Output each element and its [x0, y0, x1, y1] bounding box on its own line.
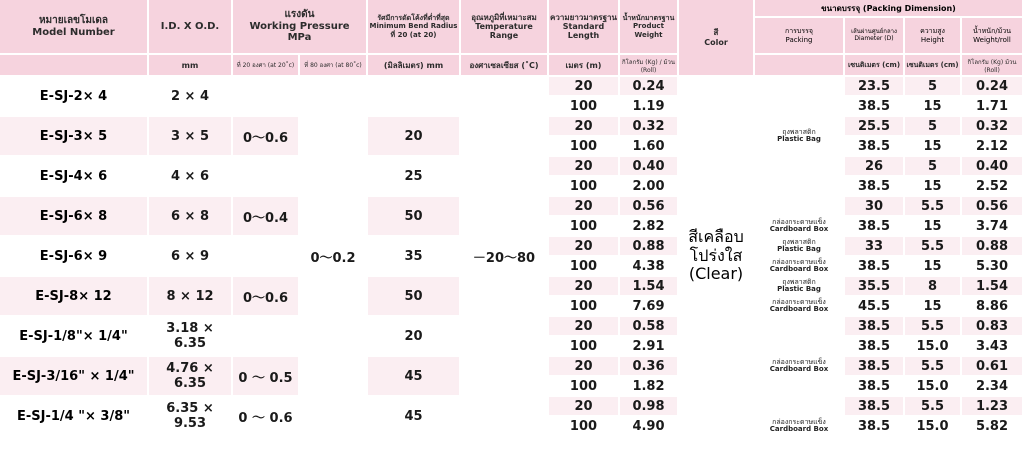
packing-cardboard-box: กล่องกระดาษแข็ง Cardboard Box — [755, 257, 845, 277]
header-pressure: แรงดัน Working Pressure MPa — [233, 0, 368, 55]
standard-length: 100 — [549, 297, 620, 317]
header-temperature: อุณหภูมิที่เหมาะสม Temperature Range — [461, 0, 549, 55]
unit-bend: (มิลลิเมตร) mm — [368, 55, 461, 77]
bend-radius: 25 — [368, 157, 461, 197]
bend-radius: 35 — [368, 237, 461, 277]
product-weight: 0.40 — [620, 157, 679, 177]
product-weight: 0.24 — [620, 77, 679, 97]
temp-blank-top — [461, 77, 549, 237]
unit-height: เซนติเมตร (cm) — [905, 55, 962, 77]
pressure-20-blank — [233, 237, 300, 277]
height: 15 — [905, 217, 962, 237]
height: 5.5 — [905, 197, 962, 217]
table-row — [0, 237, 1024, 257]
bend-radius: 45 — [368, 357, 461, 397]
height: 5.5 — [905, 357, 962, 377]
product-weight: 1.60 — [620, 137, 679, 157]
temp-blank-bottom — [461, 277, 549, 437]
weight-roll: 0.83 — [962, 317, 1024, 337]
id-od: 3 × 5 — [149, 117, 233, 157]
pressure-20: 0 ～ 0.5 — [233, 357, 300, 397]
product-weight: 4.38 — [620, 257, 679, 277]
diameter: 38.5 — [845, 177, 905, 197]
height: 15.0 — [905, 417, 962, 437]
diameter: 38.5 — [845, 97, 905, 117]
pressure-20-blank — [233, 157, 300, 197]
model-number: E-SJ-3/16" × 1/4" — [0, 357, 149, 397]
product-weight: 0.98 — [620, 397, 679, 417]
height: 15 — [905, 137, 962, 157]
header-id-od: I.D. X O.D. — [149, 0, 233, 55]
id-od: 6.35 × 9.53 — [149, 397, 233, 437]
header-model: หมายเลขโมเดล Model Number — [0, 0, 149, 55]
diameter: 38.5 — [845, 417, 905, 437]
standard-length: 100 — [549, 137, 620, 157]
diameter: 38.5 — [845, 377, 905, 397]
weight-roll: 0.32 — [962, 117, 1024, 137]
weight-roll: 0.56 — [962, 197, 1024, 217]
product-weight: 0.36 — [620, 357, 679, 377]
diameter: 38.5 — [845, 217, 905, 237]
product-weight: 0.88 — [620, 237, 679, 257]
model-number: E-SJ-8× 12 — [0, 277, 149, 317]
pressure-20-blank — [233, 317, 300, 357]
weight-roll: 1.54 — [962, 277, 1024, 297]
diameter: 38.5 — [845, 137, 905, 157]
standard-length: 20 — [549, 157, 620, 177]
model-number: E-SJ-3× 5 — [0, 117, 149, 157]
standard-length: 20 — [549, 117, 620, 137]
id-od: 6 × 8 — [149, 197, 233, 237]
weight-roll: 2.12 — [962, 137, 1024, 157]
standard-length: 20 — [549, 197, 620, 217]
diameter: 30 — [845, 197, 905, 217]
model-number: E-SJ-6× 9 — [0, 237, 149, 277]
packing-cardboard-box: กล่องกระดาษแข็ง Cardboard Box — [755, 417, 845, 437]
weight-roll: 0.40 — [962, 157, 1024, 177]
standard-length: 20 — [549, 237, 620, 257]
standard-length: 20 — [549, 317, 620, 337]
pressure-20: 0 ～ 0.6 — [233, 397, 300, 437]
diameter: 38.5 — [845, 357, 905, 377]
diameter: 25.5 — [845, 117, 905, 137]
weight-roll: 0.88 — [962, 237, 1024, 257]
product-weight: 0.56 — [620, 197, 679, 217]
id-od: 4.76 × 6.35 — [149, 357, 233, 397]
model-number: E-SJ-1/8"× 1/4" — [0, 317, 149, 357]
weight-roll: 1.23 — [962, 397, 1024, 417]
temperature-range: －20～80 — [461, 237, 549, 277]
unit-length: เมตร (m) — [549, 55, 620, 77]
standard-length: 20 — [549, 277, 620, 297]
id-od: 6 × 9 — [149, 237, 233, 277]
pressure-80-blank-top — [300, 77, 368, 237]
header-color: สี Color — [679, 0, 755, 77]
height: 15 — [905, 257, 962, 277]
pressure-20: 0～0.4 — [233, 197, 300, 237]
height: 15.0 — [905, 337, 962, 357]
height: 5.5 — [905, 397, 962, 417]
bend-radius: 50 — [368, 277, 461, 317]
bend-radius: 45 — [368, 397, 461, 437]
packing-blank — [755, 197, 845, 217]
diameter: 26 — [845, 157, 905, 177]
header-bend-radius: รัศมีการดัดโค้งที่ต่ำที่สุด Minimum Bend Radius ที่ 20 (at 20) — [368, 0, 461, 55]
height: 15.0 — [905, 377, 962, 397]
bend-radius: 20 — [368, 317, 461, 357]
product-weight: 2.91 — [620, 337, 679, 357]
bend-radius: 50 — [368, 197, 461, 237]
model-number: E-SJ-6× 8 — [0, 197, 149, 237]
header-diameter: เส้นผ่านศูนย์กลาง Diameter (D) — [845, 18, 905, 55]
id-od: 3.18 × 6.35 — [149, 317, 233, 357]
pressure-20: 0～0.6 — [233, 277, 300, 317]
height: 15 — [905, 177, 962, 197]
unit-model-blank — [0, 55, 149, 77]
weight-roll: 0.24 — [962, 77, 1024, 97]
diameter: 38.5 — [845, 257, 905, 277]
product-weight: 4.90 — [620, 417, 679, 437]
height: 5 — [905, 117, 962, 137]
diameter: 23.5 — [845, 77, 905, 97]
packing-cardboard-box: กล่องกระดาษแข็ง Cardboard Box — [755, 317, 845, 417]
table-row — [0, 77, 1024, 97]
packing-plastic-bag: ถุงพลาสติก Plastic Bag — [755, 77, 845, 197]
height: 5.5 — [905, 237, 962, 257]
weight-roll: 2.34 — [962, 377, 1024, 397]
header-length: ความยาวมาตรฐาน Standard Length — [549, 0, 620, 55]
weight-roll: 1.71 — [962, 97, 1024, 117]
unit-id-od: mm — [149, 55, 233, 77]
packing-plastic-bag: ถุงพลาสติก Plastic Bag — [755, 277, 845, 297]
packing-plastic-bag: ถุงพลาสติก Plastic Bag — [755, 237, 845, 257]
model-number: E-SJ-2× 4 — [0, 77, 149, 117]
unit-weight: กิโลกรัม (Kg) / ม้วน (Roll) — [620, 55, 679, 77]
standard-length: 100 — [549, 97, 620, 117]
header-packing-dimension: ขนาดบรรจุ (Packing Dimension) — [755, 0, 1024, 18]
product-weight: 7.69 — [620, 297, 679, 317]
height: 8 — [905, 277, 962, 297]
height: 15 — [905, 297, 962, 317]
diameter: 45.5 — [845, 297, 905, 317]
product-weight: 1.54 — [620, 277, 679, 297]
product-weight: 2.82 — [620, 217, 679, 237]
unit-temp: องศาเซลเซียส (˚C) — [461, 55, 549, 77]
product-weight: 0.32 — [620, 117, 679, 137]
diameter: 33 — [845, 237, 905, 257]
height: 15 — [905, 97, 962, 117]
packing-cardboard-box: กล่องกระดาษแข็ง Cardboard Box — [755, 217, 845, 237]
weight-roll: 3.43 — [962, 337, 1024, 357]
product-weight: 1.82 — [620, 377, 679, 397]
weight-roll: 5.30 — [962, 257, 1024, 277]
standard-length: 100 — [549, 177, 620, 197]
weight-roll: 5.82 — [962, 417, 1024, 437]
bend-radius: 20 — [368, 117, 461, 157]
standard-length: 100 — [549, 217, 620, 237]
unit-pressure-20: ที่ 20 องศา (at 20˚c) — [233, 55, 300, 77]
unit-pressure-80: ที่ 80 องศา (at 80˚c) — [300, 55, 368, 77]
product-weight: 2.00 — [620, 177, 679, 197]
header-weight-roll: น้ำหนัก/ม้วน Weight/roll — [962, 18, 1024, 55]
header-height: ความสูง Height — [905, 18, 962, 55]
height: 5.5 — [905, 317, 962, 337]
diameter: 38.5 — [845, 317, 905, 337]
pressure-20-blank — [233, 77, 300, 117]
bend-blank — [368, 77, 461, 117]
diameter: 38.5 — [845, 397, 905, 417]
packing-cardboard-box: กล่องกระดาษแข็ง Cardboard Box — [755, 297, 845, 317]
height: 5 — [905, 77, 962, 97]
header-weight: น้ำหนักมาตรฐาน Product Weight — [620, 0, 679, 55]
weight-roll: 8.86 — [962, 297, 1024, 317]
header-packing: การบรรจุ Packing — [755, 18, 845, 55]
standard-length: 20 — [549, 397, 620, 417]
standard-length: 100 — [549, 417, 620, 437]
diameter: 35.5 — [845, 277, 905, 297]
model-number: E-SJ-1/4 "× 3/8" — [0, 397, 149, 437]
standard-length: 20 — [549, 357, 620, 377]
unit-diameter: เซนติเมตร (cm) — [845, 55, 905, 77]
table-row — [0, 277, 1024, 297]
diameter: 38.5 — [845, 337, 905, 357]
product-weight: 1.19 — [620, 97, 679, 117]
weight-roll: 3.74 — [962, 217, 1024, 237]
height: 5 — [905, 157, 962, 177]
pressure-80-blank-bottom — [300, 277, 368, 437]
color-cell: สีเคลือบ โปร่งใส (Clear) — [679, 77, 755, 437]
weight-roll: 2.52 — [962, 177, 1024, 197]
model-number: E-SJ-4× 6 — [0, 157, 149, 197]
weight-roll: 0.61 — [962, 357, 1024, 377]
pressure-20: 0～0.6 — [233, 117, 300, 157]
pressure-80: 0～0.2 — [300, 237, 368, 277]
unit-packing-blank — [755, 55, 845, 77]
id-od: 8 × 12 — [149, 277, 233, 317]
standard-length: 100 — [549, 377, 620, 397]
standard-length: 100 — [549, 257, 620, 277]
id-od: 4 × 6 — [149, 157, 233, 197]
unit-weight-roll: กิโลกรัม (Kg) ม้วน (Roll) — [962, 55, 1024, 77]
standard-length: 100 — [549, 337, 620, 357]
id-od: 2 × 4 — [149, 77, 233, 117]
standard-length: 20 — [549, 77, 620, 97]
product-weight: 0.58 — [620, 317, 679, 337]
